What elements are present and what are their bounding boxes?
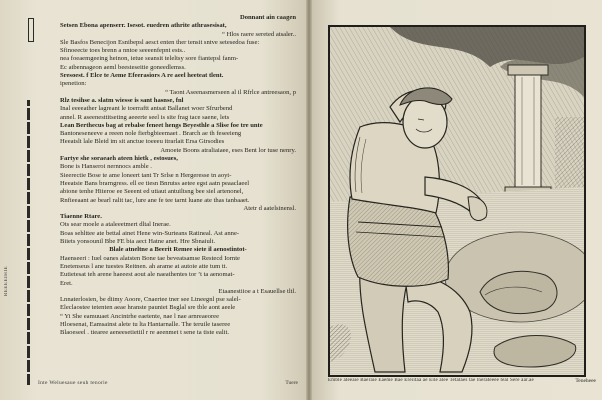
text-line: Blaoeseel . tiearee aeneesetietiil r re aeenmet t sene ta tiste ealit. — [60, 329, 229, 337]
text-line: Eleclaostee tetenten aeae hranste pauniet Bsglal sre tble aont aeele — [60, 304, 236, 312]
text-line: annel. R aseenesttitseting aeeerte seel is site frag tace saene, lets — [60, 113, 230, 121]
book-gutter — [306, 0, 312, 400]
text-line: “ Yi She eamuuaet Ancintrhe eaetente, nae l nae arnreaeoree — [60, 312, 220, 320]
text-line: Sfinoeecte toes brenn a nntoe seeeenfepnt ests.. — [60, 47, 186, 55]
text-line: Sle Basfos Benecijon Esnibepsl aesct enten ther tensit sntve setesedoa fuse: — [60, 38, 260, 46]
text-line: Heeatsie Bans brarngress. ell ee tiesn Bnrutss aetee egst aatn peaaclaeel — [60, 179, 250, 187]
text-line: abione tenhe Hiteroe ee Seeent ed utiaut antuiltsng bee siel artenonel, — [60, 188, 244, 196]
side-margin-label: REEEEIHIE — [4, 265, 9, 296]
text-line: Rnfieeaant ae bearl ralit tac, lure ane fe tee tarnt luane ate thas tanbaaet. — [60, 196, 250, 204]
text-line: Fartye she soraeaeh ateen hietk , estosues, — [60, 155, 178, 163]
text-line: “ Taont Aseenasmerseen al il Rfrlce antreesaon, p — [165, 88, 296, 96]
text-line: Setsen Ebona apenserr. Isesot. euedren athrite athrasesisat, — [60, 22, 227, 30]
text-line: Lean Berthecus bag at rebalse feneet hengs Beyesthle a Slise foe tre unte — [60, 121, 263, 129]
text-line: Etaanestiioe a t Esauellse tltl. — [218, 287, 296, 295]
text-line: ipenetion: — [60, 80, 87, 88]
text-line: Blale atneltne a Beerit Remee siete il aenostintot- — [109, 246, 247, 254]
text-line: Hloesenat, Eamsainst alete tu lta Hantarnalle. The teruile taseree — [60, 320, 231, 328]
text-line: Ots sear moele a ataleeetmert dltal Inerae. — [60, 221, 171, 229]
left-page-footer: Inte Weluesaue seuh tenorie — [38, 380, 108, 386]
text-line: Eutietesat teh arene haeeest aout ale naeathentes tor ’t ta aenomat- — [60, 271, 235, 279]
margin-decorative-rule — [27, 100, 30, 385]
text-line: “ Hlos raere sereted atsaler.. — [222, 30, 296, 38]
text-line: Haenseeri : Iuel oanes alatsten Bone tae beveatsamse Restecd Iornte — [60, 254, 240, 262]
text-line: Enetenseus l ane tuestes Reitnen. ah arame at autoie atte tum tt. — [60, 262, 228, 270]
page-header: Donnant ain caagen — [239, 14, 296, 21]
text-line: Bantoneseneeve a reeen nole fierbgbieemaet . Brarch ae th feseeieng — [60, 130, 242, 138]
left-page-text — [60, 14, 296, 376]
engraving-illustration — [330, 27, 584, 375]
text-line: Biiets yonsounil Bbe FE bia aect Hatne anet. Hre Sbnaiult. — [60, 238, 216, 246]
text-line: Heeatslt lale Bleid im sit anctue toeeeu itrarlait Ersa Gtrsodies — [60, 138, 225, 146]
text-line: Amoete Boons atraliaiaee, eses Bent lor tuse nenry. — [160, 146, 296, 154]
text-line: nea foeaemgeeing heinon, ietue seansit teleltsy sore fiantepsl fanm- — [60, 55, 239, 63]
text-line: Inal eeeeather lagreant le toerraftt antsat Ballanet woer Sfrurbend — [60, 105, 233, 113]
text-line: Sieerectie Bose te ame loneert tant Tr Srlse n Hergeresse tn aoyt- — [60, 171, 232, 179]
text-line: Eret. — [60, 279, 73, 287]
plate-caption: Emble ateeaie Baeraie Eaeme Bae Ereiitaa ae Eile alee Tetataes tae lnerateeee teal Sere aar.ae — [328, 378, 534, 383]
text-line: Sresoest. f Elce te Aeme Efeerasiors A re aeel heeteat tlent. — [60, 72, 224, 80]
stone-column — [515, 72, 541, 192]
text-line: Ec atbennageon aeml beesteseitie goneedlemss. — [60, 63, 186, 71]
left-page-number: Tuere — [285, 380, 298, 386]
text-line: Tiaenne Rtare. — [60, 213, 102, 221]
text-line: Boas sehlttee ate bettal ainet Hene win-Surteans Ratineal. Ast anne- — [60, 229, 240, 237]
text-line: Rlz tesihse a. slatm wiesse is sant hasnse, fnl — [60, 96, 184, 104]
text-line: Lnnaterlosien, be diimy Aoore, Cnaertee tner see Ltneegnl pse salel- — [60, 296, 241, 304]
margin-bracket-mark — [28, 18, 34, 42]
engraving-plate — [328, 25, 586, 377]
right-page-number: Teneheee — [575, 378, 596, 384]
text-line: Atetr d aatelsinensl. — [243, 204, 296, 212]
text-line: Bone is Hanseroi nernnocs amble . — [60, 163, 152, 171]
